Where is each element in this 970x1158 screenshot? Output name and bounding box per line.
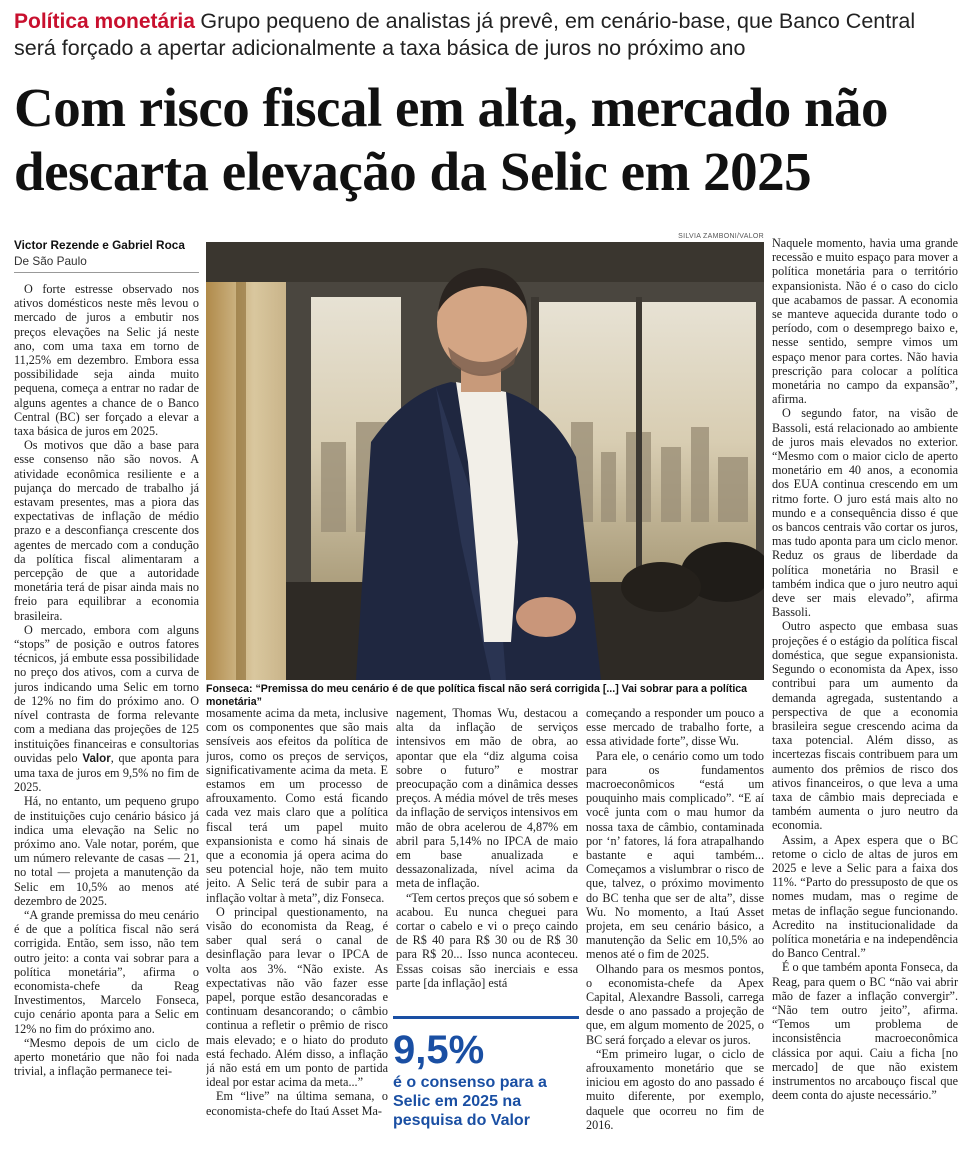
- paragraph: nagement, Thomas Wu, destacou a alta da inflação de serviços intensivos em mão de obra, ao apontar que ela “diz alguma coisa sobre o futuro” e mostrar preocupação com a dinâmica desses preços. A média móvel de três meses da inflação de serviços intensivos em mão de obra acelerou de 4,87% em abril para 5,14% no IPCA de maio em base anualizada e dessazonalizada, nível acima da meta de inflação.: [396, 706, 578, 891]
- paragraph: Os motivos que dão a base para esse consenso não são novos. A atividade econômica resiliente e a pujança do mercado de trabalho já estavam presentes, mas a piora das expectativas de inflação de médio prazo e a desconfiança crescente dos agentes de mercado com a condução da política fiscal alimentaram a percepção de que a autoridade monetária terá de pisar ainda mais no freio para equilibrar a economia brasileira.: [14, 438, 199, 623]
- paragraph: Para ele, o cenário como um todo para os fundamentos macroeconômicos “está um pouquinho mais complicado”. “E aí você junta com o mau humor da nossa taxa de câmbio, contaminada por ‘n’ fatores, lá fora atrapalhando bastante e aqui também... Começamos a vislumbrar o risco de que, talvez, o próximo movimento do BC tenha que ser de alta”, disse Wu. No momento, a Itaú Asset projeta, em seu cenário básico, a manutenção da Selic em 10,5% ao menos até o fim de 2025.: [586, 748, 764, 962]
- photo-credit: SILVIA ZAMBONI/VALOR: [678, 233, 764, 240]
- kicker-subhead: Grupo pequeno de analistas já prevê, em cenário-base, que Banco Central será forçado a apertar adicionalmente a taxa básica de juros no próximo ano: [14, 9, 916, 60]
- publication-name: Valor: [82, 751, 111, 765]
- kicker-row: [14, 8, 960, 61]
- caption-text: “Premissa do meu cenário é de que política fiscal não será corrigida [...] Vai sobrar para a política monetária”: [206, 683, 748, 708]
- article-column-3: [396, 706, 578, 1010]
- byline-authors: Victor Rezende e Gabriel Roca: [14, 238, 185, 252]
- paragraph: Naquele momento, havia uma grande recessão e muito espaço para mover a política monetária para o território expansionista. Não é o caso do ciclo que acabamos de passar. A economia se manteve aquecida durante todo o período, com o desemprego baixo e, nesse sentido, sempre vimos um espaço menor para cortes. Não havia prescrição para colocar a política monetária no campo da expansão”, afirma.: [772, 236, 958, 407]
- portrait-illustration: [206, 242, 764, 680]
- headline: Com risco fiscal em alta, mercado não descarta elevação da Selic em 2025: [14, 77, 889, 202]
- section-kicker: Política monetária: [14, 10, 195, 33]
- byline-location: De São Paulo: [14, 254, 87, 268]
- article-column-1: [14, 282, 199, 1152]
- paragraph: O forte estresse observado nos ativos domésticos neste mês levou o mercado de juros a embutir nos preços elevações na Selic já neste ano, com uma taxa em torno de 11,25% em dezembro. Embora essa possibilidade seja ainda muito pequena, começa a entrar no radar de alguns agentes a chance de o Banco Central (BC) ser forçado a elevar a taxa básica de juros em 2025.: [14, 282, 199, 439]
- paragraph: mosamente acima da meta, inclusive com os componentes que são mais sensíveis aos efeitos da política de juros, como os preços de serviços, significativamente acima da meta. E estamos em um processo de afrouxamento. Como está ficando cada vez mais claro que a política fiscal terá um papel muito expansionista e como há sinais de que a economia já opera acima do seu potencial hoje, não tem muito jeito. A Selic terá de subir para a inflação voltar à meta”, diz Fonseca.: [206, 706, 388, 905]
- paragraph: “Em primeiro lugar, o ciclo de afrouxamento monetário que se iniciou em agosto do ano passado é muito diferente, por exemplo, daquele que ocorreu no fim de 2016.: [586, 1046, 764, 1132]
- pull-quote-text: é o consenso para a Selic em 2025 na pesquisa do Valor: [393, 1074, 547, 1129]
- pull-quote: [393, 1016, 579, 1150]
- caption-name: Fonseca:: [206, 683, 253, 695]
- paragraph: “Mesmo depois de um ciclo de aperto monetário que não foi nada trivial, a inflação permanece tei-: [14, 1035, 199, 1079]
- paragraph: “A grande premissa do meu cenário é de que a política fiscal não será corrigida. Então, sem isso, não tem outro jeito: a conta vai sobrar para a política monetária”, afirma o economista-chefe da Reag Investimentos, Marcelo Fonseca, cujo cenário aponta para a Selic em 12% no fim do próximo ano.: [14, 907, 199, 1036]
- paragraph: O principal questionamento, na visão do economista da Reag, é saber qual será o canal de desinflação para levar o IPCA de volta aos 3%. “Não existe. As expectativas não vão fazer esse papel, porque estão desancoradas e continuam desancorando; o câmbio continua a refletir o prêmio de risco mais elevado; e o hiato do produto está fechado. Além disso, a inflação já não está em um ponto de partida ideal por estar acima da meta...”: [206, 904, 388, 1090]
- article-column-4: [586, 706, 764, 1152]
- paragraph: “Tem certos preços que só sobem e acabou. Eu nunca cheguei para cortar o cabelo e vi o preço caindo de R$ 40 para R$ 30 ou de R$ 30 para R$ 20... Isso nunca aconteceu. Essas coisas são inerciais e essa parte [da inflação] está: [396, 890, 578, 990]
- pull-quote-number: 9,5%: [393, 1028, 485, 1072]
- article-photo: [206, 242, 764, 680]
- paragraph: Outro aspecto que embasa suas projeções é o estágio da política fiscal doméstica, que segue expansionista. Segundo o economista da Apex, isso contribui para um aumento da demanda agregada, sustentando a perspectiva de que a economia brasileira segue crescendo acima da taxa potencial. Além disso, as incertezas fiscais contribuem para um aumento dos prêmios de risco dos ativos financeiros, o que leva a uma taxa de câmbio mais depreciada e também aumenta o juro neutro da economia.: [772, 619, 958, 833]
- paragraph: É o que também aponta Fonseca, da Reag, para quem o BC “não vai abrir mão de fazer a inflação convergir”. “Não tem outro jeito”, afirma. “Temos um problema de inconsistência macroeconômica clássica por aqui. Caiu a ficha [no mercado] de que não existem instrumentos no arcabouço fiscal que deem conta do ajuste necessário.”: [772, 960, 958, 1103]
- byline-divider: [14, 272, 199, 273]
- article-column-2: [206, 706, 388, 1152]
- paragraph: Há, no entanto, um pequeno grupo de instituições cujo cenário básico já indica uma elevação na Selic no próximo ano. Vale notar, porém, que um número relevante de casas — 21, no total — projeta a manutenção da Selic em 10,5% ao menos até dezembro de 2025.: [14, 794, 199, 908]
- paragraph: O segundo fator, na visão de Bassoli, está relacionado ao ambiente de juros mais elevados no exterior. “Mesmo com o maior ciclo de aperto monetário em 40 anos, a economia dos EUA continua crescendo em um ritmo forte. O juro está mais alto no mundo e a consequência disso é que os bancos centrais vão cortar os juros, mas tudo aponta para um ciclo menor. Reduz os graus de liberdade da política monetária no Brasil e também indica que o juro neutro aqui deve ser mais elevado”, afirma Bassoli.: [772, 406, 958, 620]
- article-column-5: [772, 236, 958, 1152]
- paragraph: O mercado, embora com alguns “stops” de posição e outros fatores técnicos, já embute essa possibilidade no preço dos ativos, com a curva de juros indicando uma Selic em torno de 12% no fim do próximo ano. O nível contrasta de forma relevante com a mediana das projeções de 125 instituições financeiras e consultorias ouvidas pelo Valor, que aponta para uma taxa de juros em 9,5% no fim de 2025.: [14, 622, 199, 795]
- paragraph: Olhando para os mesmos pontos, o economista-chefe da Apex Capital, Alexandre Bassoli, carrega desde o ano passado a projeção de que, em algum momento de 2025, o BC será forçado a elevar os juros.: [586, 961, 764, 1047]
- paragraph: Assim, a Apex espera que o BC retome o ciclo de altas de juros em 2025 e leve a Selic para a faixa dos 11%. “Parto do pressuposto de que os nomes mudam, mas o regime de metas de inflação segue funcionando. Acredito na institucionalidade da política monetária e na independência do Banco Central.”: [772, 832, 958, 961]
- paragraph: começando a responder um pouco a esse mercado de trabalho forte, a essa atividade forte”, disse Wu.: [586, 706, 764, 749]
- paragraph: Em “live” na última semana, o economista-chefe do Itaú Asset Ma-: [206, 1089, 388, 1118]
